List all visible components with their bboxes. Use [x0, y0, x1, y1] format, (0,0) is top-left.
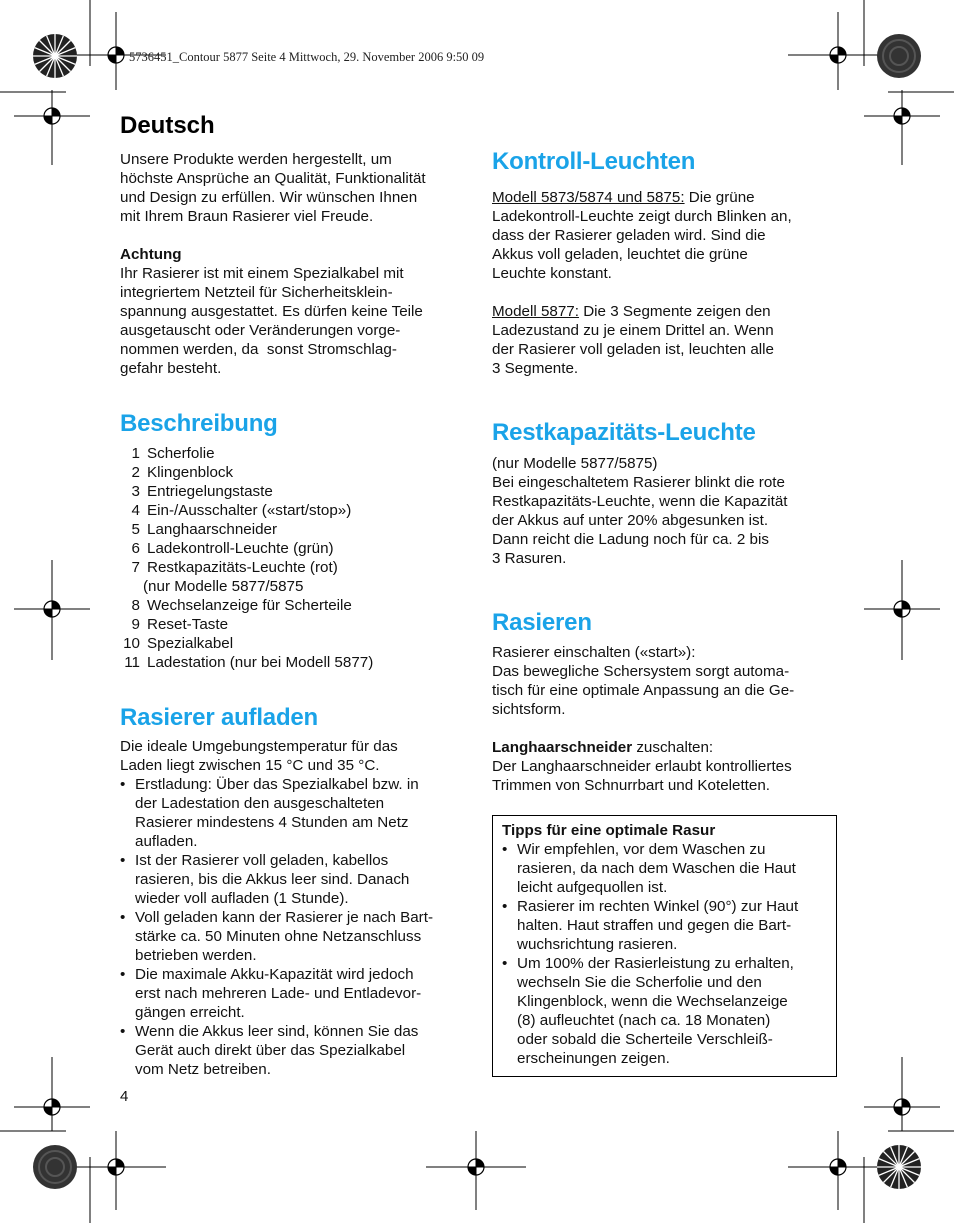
aufladen-list: [120, 775, 433, 1079]
item-text: Klingenblock: [147, 464, 234, 481]
item-text: Ladestation (nur bei Modell 5877): [147, 654, 374, 671]
achtung-text: Ihr Rasierer ist mit einem Spezialkabel mit integriertem Netzteil für Sicherheitsklein- spannung ausgestattet. Es dürfen keine Teile ausgetauscht oder Veränderungen vorge- nommen werden, da sonst Stromschlag- gefahr besteht.: [120, 265, 423, 377]
beschreibung-heading: Beschreibung: [120, 410, 278, 437]
rest-text: (nur Modelle 5877/5875) Bei eingeschaltetem Rasierer blinkt die rote Restkapazitäts-Leuchte, wenn die Kapazität der Akkus auf unter 20% abgesunken ist. Dann reicht die Ladung noch für ca. 2 bis 3 Rasuren.: [492, 455, 788, 567]
rest-heading: Restkapazitäts-Leuchte: [492, 419, 756, 446]
tip-bullet: • Rasierer im rechten Winkel (90°) zur Haut halten. Haut straffen und gegen die Bart- wuchsrichtung rasieren.: [502, 897, 798, 954]
beschreibung-item: [120, 596, 373, 615]
print-slug: 5736451_Contour 5877 Seite 4 Mittwoch, 29. November 2006 9:50 09: [129, 50, 485, 64]
beschreibung-item: [120, 577, 373, 596]
beschreibung-item: [120, 558, 373, 577]
tips-list: [502, 840, 798, 1068]
achtung-title: Achtung: [120, 246, 182, 263]
tips-box: [492, 815, 837, 1077]
item-number: 6: [131, 540, 140, 557]
tips-title: Tipps für eine optimale Rasur: [502, 822, 716, 839]
kontroll-model2: Modell 5877:: [492, 303, 579, 320]
rasieren-text: Rasierer einschalten («start»): Das bewegliche Schersystem sorgt automa- tisch für eine optimale Anpassung an die Ge- sichtsform.: [492, 644, 795, 718]
aufladen-bullet: • Erstladung: Über das Spezialkabel bzw. in der Ladestation den ausgeschalteten Rasierer mindestens 4 Stunden am Netz aufladen.: [120, 775, 433, 851]
aufladen-bullet: • Ist der Rasierer voll geladen, kabellos rasieren, bis die Akkus leer sind. Danach wieder voll aufladen (1 Stunde).: [120, 851, 433, 908]
kontroll-model1: Modell 5873/5874 und 5875:: [492, 189, 685, 206]
beschreibung-item: [120, 444, 373, 463]
aufladen-intro: Die ideale Umgebungstemperatur für das Laden liegt zwischen 15 °C und 35 °C.: [120, 738, 398, 774]
item-text: Restkapazitäts-Leuchte (rot): [147, 559, 338, 576]
beschreibung-list: [120, 444, 373, 672]
item-text: Ein-/Ausschalter («start/stop»): [147, 502, 352, 519]
item-text: Ladekontroll-Leuchte (grün): [147, 540, 334, 557]
intro-text: Unsere Produkte werden hergestellt, um höchste Ansprüche an Qualität, Funktionalität und Design zu erfüllen. Wir wünschen Ihnen mit Ihrem Braun Rasierer viel Freude.: [120, 151, 426, 225]
aufladen-heading: Rasierer aufladen: [120, 704, 319, 731]
beschreibung-item: [120, 634, 373, 653]
tip-bullet: • Wir empfehlen, vor dem Waschen zu rasieren, da nach dem Waschen die Haut leicht aufgequollen ist.: [502, 840, 798, 897]
item-number: 1: [131, 445, 140, 462]
language-title: Deutsch: [120, 112, 215, 139]
beschreibung-item: [120, 615, 373, 634]
kontroll-line1: [492, 188, 755, 207]
beschreibung-item: [120, 539, 373, 558]
item-text: Wechselanzeige für Scherteile: [147, 597, 352, 614]
item-number: 4: [131, 502, 140, 519]
beschreibung-item: [120, 653, 373, 672]
kontroll-heading: Kontroll-Leuchten: [492, 148, 696, 175]
lang-rest: zuschalten:: [632, 739, 714, 756]
kontroll-line2: [492, 302, 771, 321]
beschreibung-item: [120, 520, 373, 539]
kontroll-text1: Ladekontroll-Leuchte zeigt durch Blinken an, dass der Rasierer geladen wird. Sind die Akkus voll geladen, leuchtet die grüne Leuchte konstant.: [492, 208, 792, 282]
beschreibung-item: [120, 463, 373, 482]
item-text: Spezialkabel: [147, 635, 234, 652]
item-number: 3: [131, 483, 140, 500]
lang-text: Der Langhaarschneider erlaubt kontrolliertes Trimmen von Schnurrbart und Koteletten.: [492, 758, 792, 794]
item-number: 7: [131, 559, 140, 576]
item-text: Reset-Taste: [147, 616, 229, 633]
kontroll-text2: Ladezustand zu je einem Drittel an. Wenn der Rasierer voll geladen ist, leuchten alle 3 Segmente.: [492, 322, 774, 377]
item-number: 9: [131, 616, 140, 633]
item-number: 5: [131, 521, 140, 538]
item-number: 8: [131, 597, 140, 614]
beschreibung-item: [120, 482, 373, 501]
item-text: Langhaarschneider: [147, 521, 278, 538]
item-text: Scherfolie: [147, 445, 215, 462]
item-number: 11: [124, 654, 140, 671]
kontroll-text2a: Die 3 Segmente zeigen den: [578, 303, 771, 320]
item-number: 2: [131, 464, 140, 481]
item-text: (nur Modelle 5877/5875: [143, 578, 304, 595]
page-number: 4: [120, 1088, 129, 1105]
aufladen-bullet: • Wenn die Akkus leer sind, können Sie das Gerät auch direkt über das Spezialkabel vom Netz betreiben.: [120, 1022, 433, 1079]
aufladen-bullet: • Voll geladen kann der Rasierer je nach Bart- stärke ca. 50 Minuten ohne Netzanschluss betrieben werden.: [120, 908, 433, 965]
item-number: 10: [123, 635, 140, 652]
item-text: Entriegelungstaste: [147, 483, 273, 500]
aufladen-bullet: • Die maximale Akku-Kapazität wird jedoch erst nach mehreren Lade- und Entladevor- gängen erreicht.: [120, 965, 433, 1022]
beschreibung-item: [120, 501, 373, 520]
lang-line: [492, 738, 713, 757]
rasieren-heading: Rasieren: [492, 609, 592, 636]
tip-bullet: • Um 100% der Rasierleistung zu erhalten, wechseln Sie die Scherfolie und den Klingenblock, wenn die Wechselanzeige (8) aufleuchtet (nach ca. 18 Monaten) oder sobald die Scherteile Verschleiß- erscheinungen zeigen.: [502, 954, 798, 1068]
kontroll-text1a: Die grüne: [684, 189, 755, 206]
lang-bold: Langhaarschneider: [492, 739, 633, 756]
